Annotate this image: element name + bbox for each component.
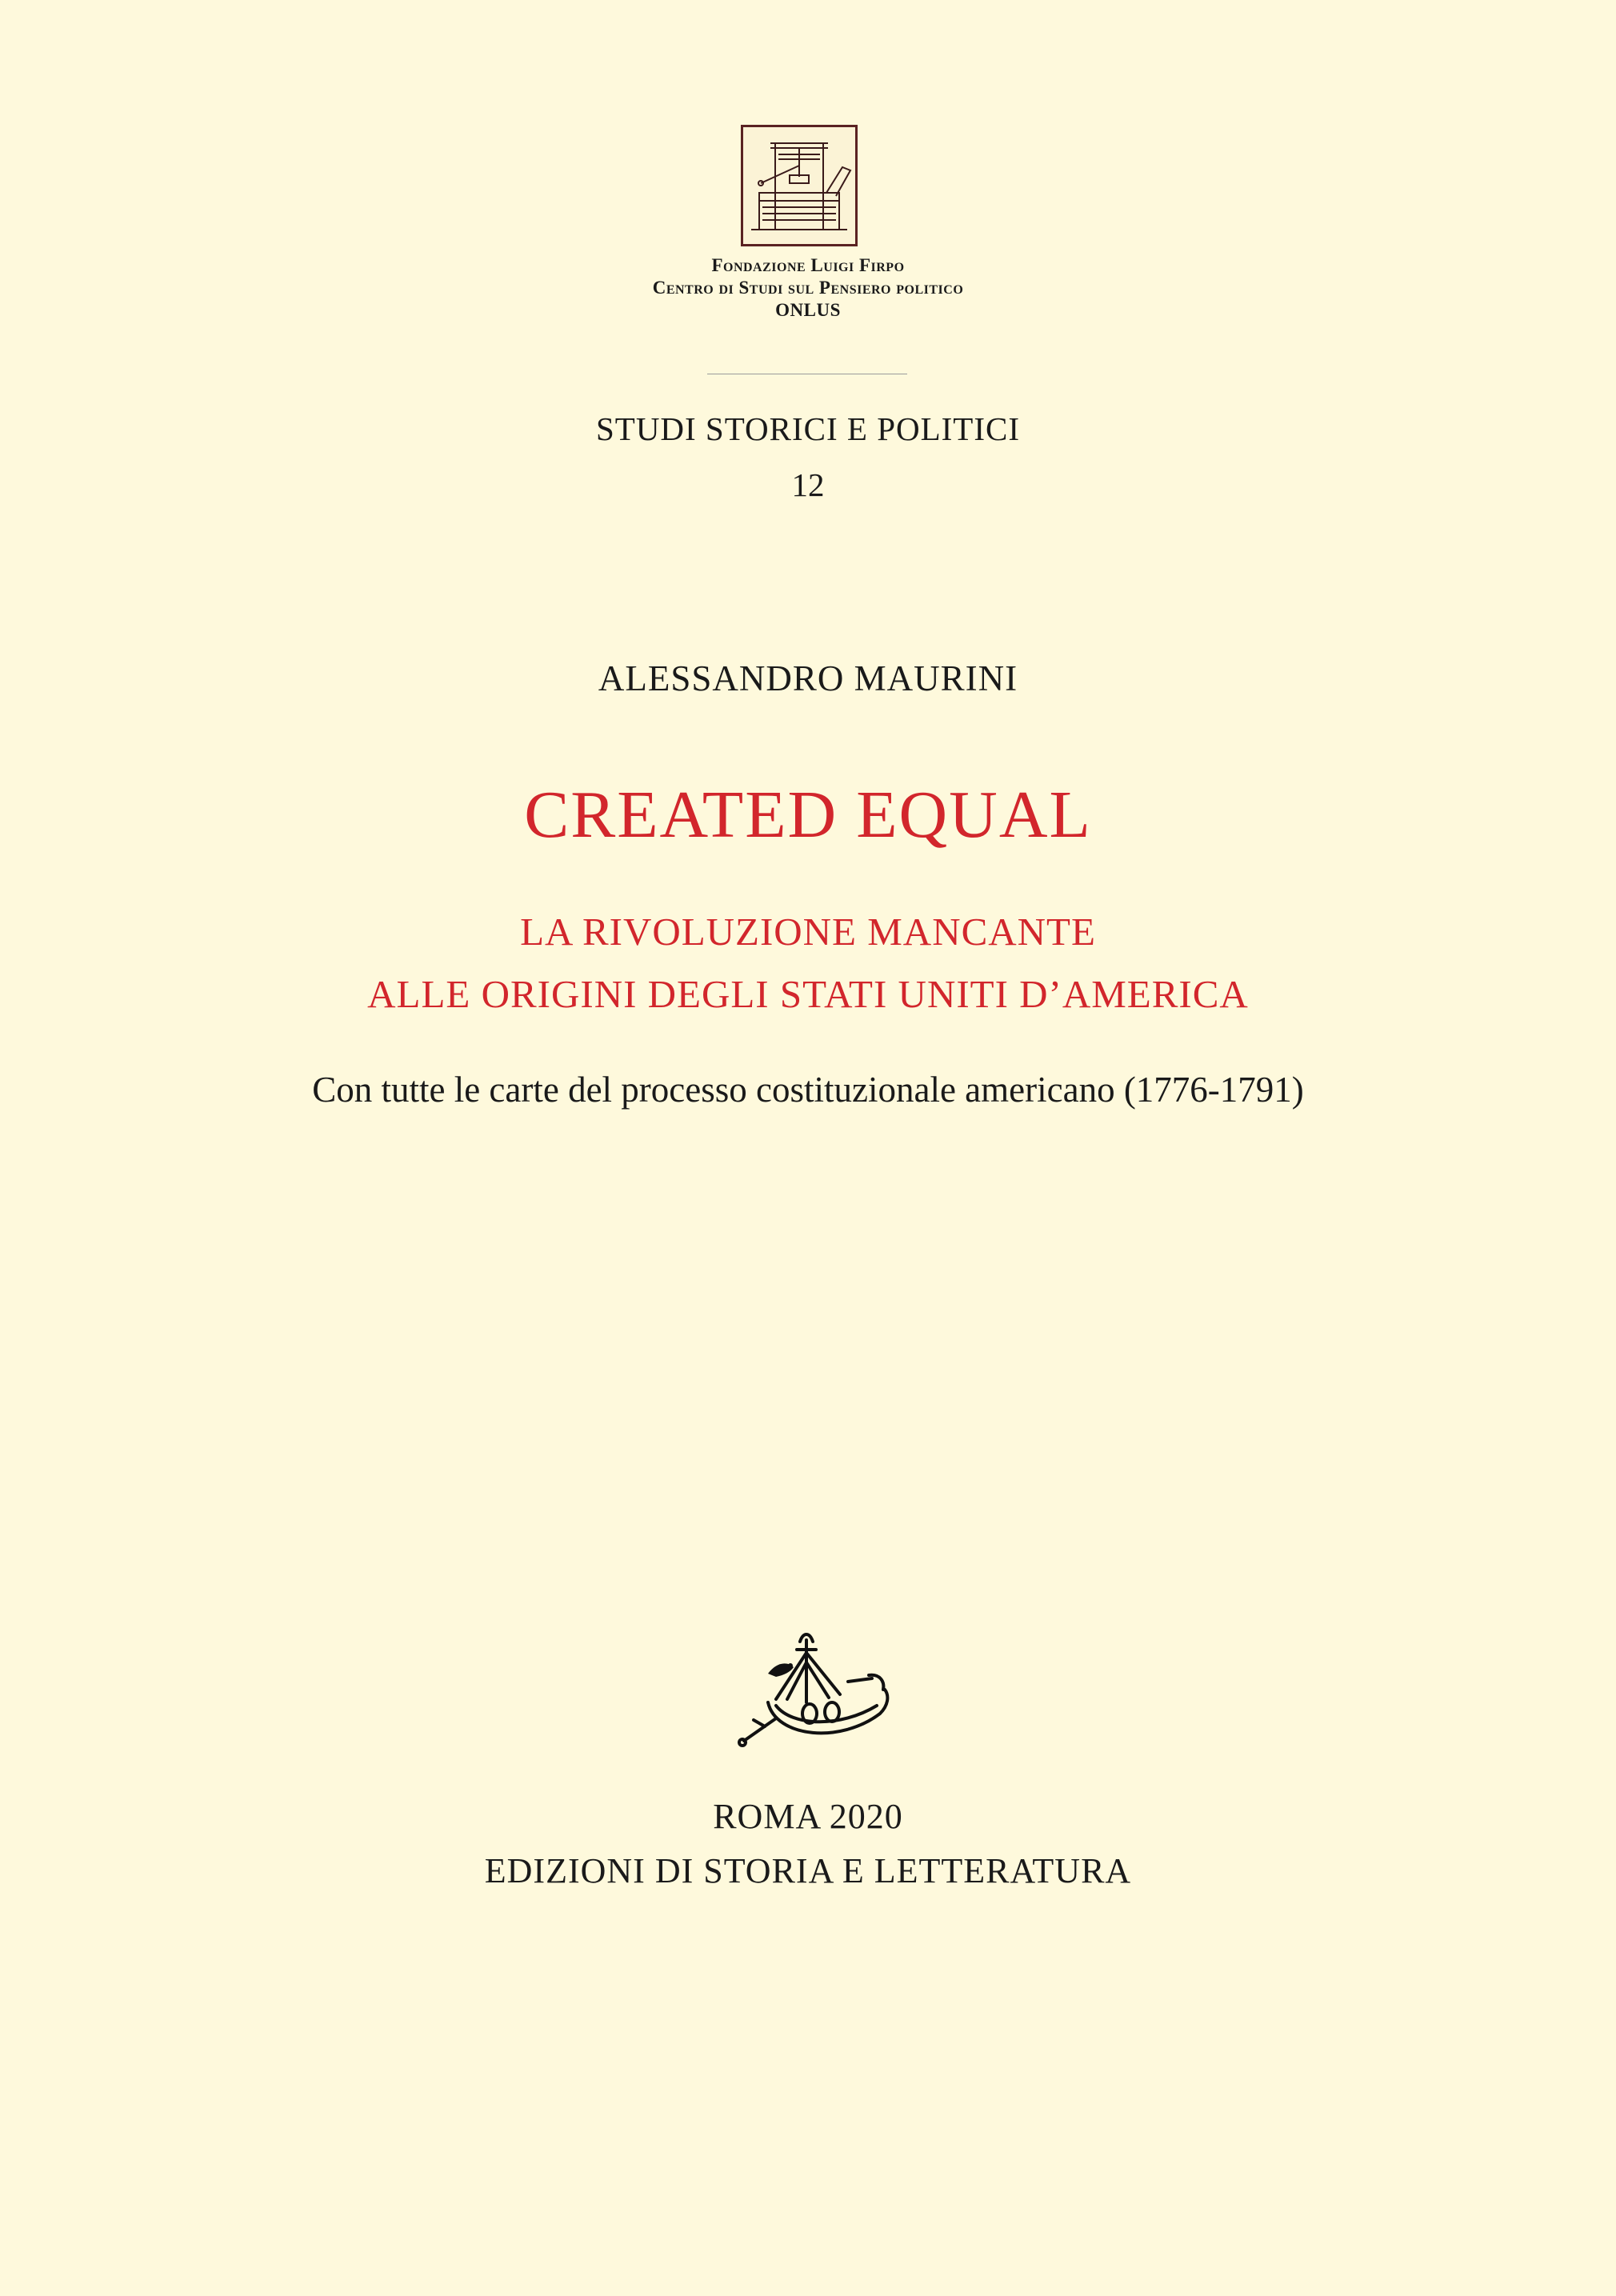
place-and-year: ROMA 2020 xyxy=(713,1797,903,1836)
printing-press-icon xyxy=(743,127,855,244)
book-subtitle-line1: LA RIVOLUZIONE MANCANTE xyxy=(520,910,1096,954)
publisher-name: EDIZIONI DI STORIA E LETTERATURA xyxy=(484,1851,1132,1890)
book-description: Con tutte le carte del processo costituzionale americano (1776-1791) xyxy=(312,1070,1304,1110)
center-name: Centro di Studi sul Pensiero politico xyxy=(652,278,964,298)
book-subtitle-line2: ALLE ORIGINI DEGLI STATI UNITI D’AMERICA xyxy=(367,972,1249,1016)
author-name: ALESSANDRO MAURINI xyxy=(598,658,1018,698)
publisher-ship-logo xyxy=(720,1626,904,1754)
foundation-status: ONLUS xyxy=(775,300,841,320)
foundation-name: Fondazione Luigi Firpo xyxy=(711,255,905,275)
printing-press-logo xyxy=(741,125,858,246)
series-name: STUDI STORICI E POLITICI xyxy=(595,410,1021,447)
book-title: CREATED EQUAL xyxy=(524,778,1092,852)
ship-icon xyxy=(720,1626,904,1754)
series-number: 12 xyxy=(791,466,825,503)
